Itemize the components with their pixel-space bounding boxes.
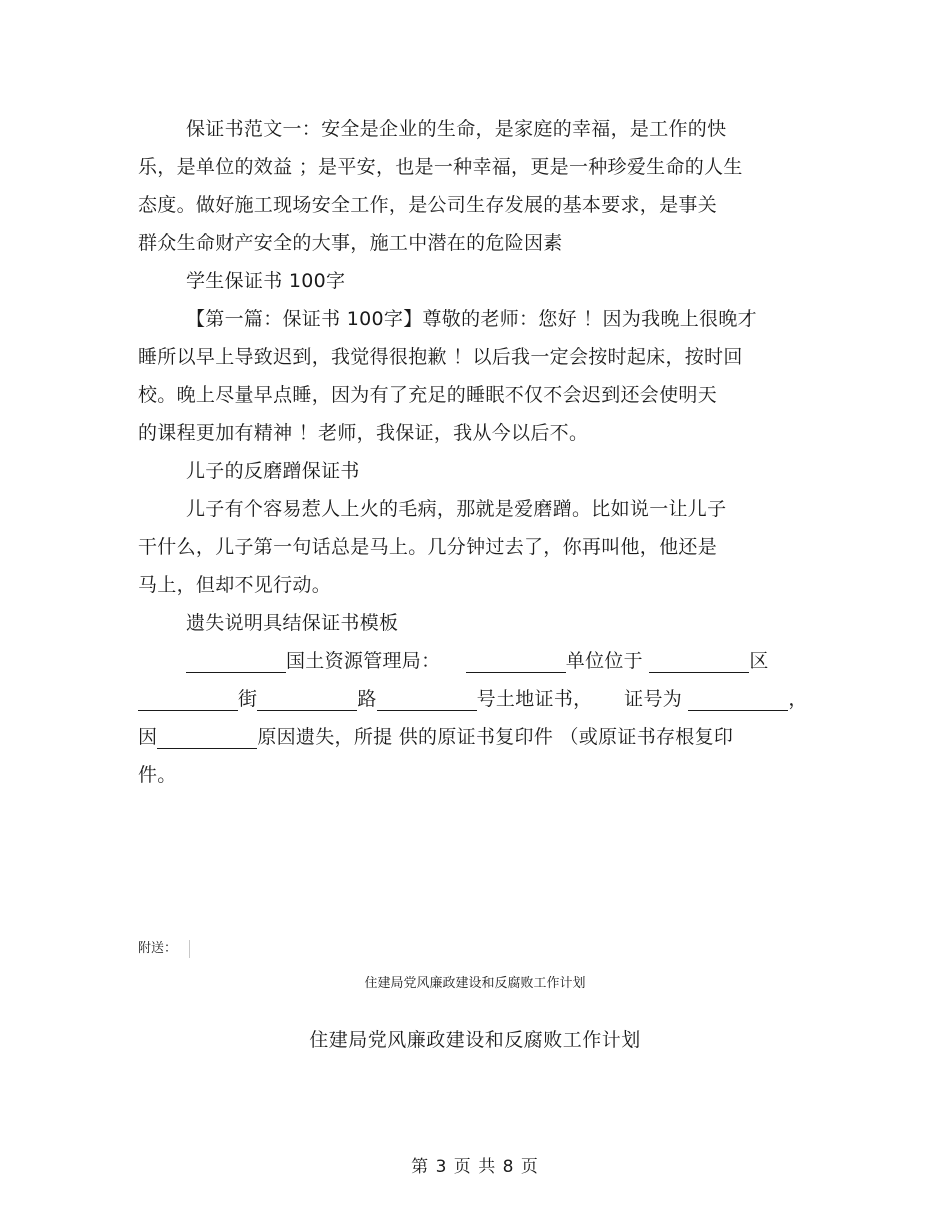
paragraph-line: 的课程更加有精神 ！老师，我保证，我从今以后不。 bbox=[138, 422, 589, 444]
blank-line bbox=[257, 686, 357, 711]
form-text: 原因遗失，所提 供的原证书复印件 （或原证书存根复印 bbox=[257, 726, 734, 748]
paragraph-line: 马上，但却不见行动。 bbox=[138, 574, 332, 596]
form-text: ， bbox=[788, 688, 808, 710]
form-text: 单位位于 bbox=[565, 650, 643, 672]
paragraph-line: 群众生命财产安全的大事，施工中潜在的危险因素 bbox=[138, 232, 563, 254]
attachment-label: 附送： bbox=[138, 940, 190, 958]
blank-line bbox=[688, 686, 788, 711]
section-heading: 学生保证书 100字 bbox=[186, 270, 346, 292]
paragraph-line: 【第一篇：保证书 100字】尊敬的老师：您好 ！因为我晚上很晚才 bbox=[186, 308, 757, 330]
form-text: 国土资源管理局： bbox=[286, 650, 441, 672]
blank-line bbox=[157, 724, 257, 749]
paragraph-line: 睡所以早上导致迟到，我觉得很抱歉 ！以后我一定会按时起床，按时回 bbox=[138, 346, 743, 368]
section-heading: 儿子的反磨蹭保证书 bbox=[186, 460, 360, 482]
form-text: 因 bbox=[138, 726, 158, 748]
section-heading: 遗失说明具结保证书模板 bbox=[186, 612, 399, 634]
attachment-small-title: 住建局党风廉政建设和反腐败工作计划 bbox=[364, 976, 586, 991]
form-text: 路 bbox=[357, 688, 377, 710]
form-line-1 bbox=[138, 642, 808, 680]
body-text bbox=[138, 110, 808, 794]
blank-line bbox=[466, 648, 566, 673]
blank-line bbox=[649, 648, 749, 673]
form-line-4: 件。 bbox=[138, 764, 177, 786]
page-footer: 第 3 页 共 8 页 bbox=[411, 1157, 539, 1177]
form-line-2 bbox=[138, 680, 808, 718]
form-text: 证号为 bbox=[624, 688, 683, 710]
paragraph-line: 保证书范文一：安全是企业的生命，是家庭的幸福，是工作的快 bbox=[186, 118, 727, 140]
form-text: 区 bbox=[749, 650, 769, 672]
paragraph-line: 态度。做好施工现场安全工作，是公司生存发展的基本要求，是事关 bbox=[138, 194, 718, 216]
paragraph-line: 儿子有个容易惹人上火的毛病，那就是爱磨蹭。比如说一让儿子 bbox=[186, 498, 727, 520]
blank-line bbox=[186, 648, 286, 673]
paragraph-line: 乐，是单位的效益 ；是平安，也是一种幸福，更是一种珍爱生命的人生 bbox=[138, 156, 743, 178]
form-text: 号土地证书， bbox=[476, 688, 593, 710]
paragraph-line: 干什么，儿子第一句话总是马上。几分钟过去了，你再叫他，他还是 bbox=[138, 536, 718, 558]
attachment-main-title: 住建局党风廉政建设和反腐败工作计划 bbox=[309, 1029, 641, 1051]
blank-line bbox=[138, 686, 238, 711]
form-text: 街 bbox=[238, 688, 258, 710]
paragraph-line: 校。晚上尽量早点睡，因为有了充足的睡眠不仅不会迟到还会使明天 bbox=[138, 384, 718, 406]
form-line-3 bbox=[138, 718, 808, 756]
blank-line bbox=[377, 686, 477, 711]
